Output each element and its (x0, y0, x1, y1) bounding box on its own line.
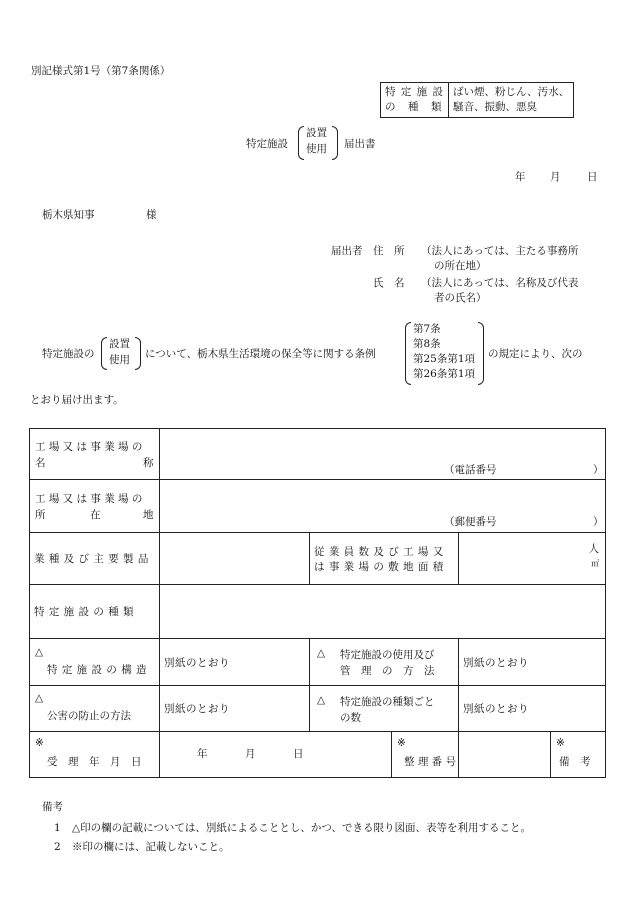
row-facility-kind (30, 585, 606, 639)
row-official-use (30, 732, 606, 778)
industry-label: 業 種 及 び 主 要 製 品 (30, 533, 160, 585)
pollution-field[interactable]: 別紙のとおり (160, 686, 310, 732)
ref-number-field[interactable] (459, 732, 551, 778)
received-date-label: ※ 受 理 年 月 日 (30, 732, 160, 778)
note-2-text: ※印の欄には、記載しないこと。 (72, 841, 230, 853)
article-7: 第7条 (413, 323, 441, 335)
row-factory-location (30, 480, 606, 533)
facility-type-value: ばい煙、粉じん、汚水、 騒音、振動、悪臭 (449, 83, 574, 118)
note-2-num: 2 (54, 841, 61, 853)
form-number: 別記様式第1号（第7条関係） (31, 65, 171, 77)
facility-type-box (380, 82, 574, 118)
postal-label: （郵便番号 (444, 516, 497, 528)
row-factory-name (30, 429, 606, 480)
title-option-install: 設置 (306, 127, 327, 139)
facility-type-label: 特 定 施 設 の 種 類 (381, 83, 449, 118)
facility-kind-field[interactable] (160, 585, 606, 639)
industry-field[interactable] (160, 533, 310, 585)
notes-heading: 備考 (42, 801, 63, 813)
application-table (29, 428, 606, 778)
row-industry (30, 533, 606, 585)
factory-name-field[interactable]: （電話番号 ） (160, 429, 606, 480)
structure-field[interactable]: 別紙のとおり (160, 639, 310, 686)
usage-field[interactable]: 別紙のとおり (459, 639, 606, 686)
note-1-text: △印の欄の記載については、別紙によることとし、かつ、できる限り図面、表等を利用すること。 (72, 822, 531, 834)
usage-label: △ 特定施設の使用及び 管 理 の 方 法 (310, 639, 459, 686)
factory-location-field[interactable]: （郵便番号 ） (160, 480, 606, 533)
article-26: 第26条第1項 (413, 368, 476, 380)
row-pollution (30, 686, 606, 732)
title-option-use: 使用 (306, 143, 327, 155)
article-25: 第25条第1項 (413, 353, 476, 365)
row-structure (30, 639, 606, 686)
article-8: 第8条 (413, 338, 441, 350)
ref-number-label: ※ 整 理 番 号 (392, 732, 459, 778)
employees-field[interactable]: 人 ㎡ (459, 533, 606, 585)
note-1-num: 1 (54, 822, 61, 834)
official-remarks: ※ 備 考 (551, 732, 606, 778)
factory-location-label: 工 場 又 は 事 業 場 の 所 在 地 (30, 480, 160, 533)
count-label: △ 特定施設の種類ごと の数 (310, 686, 459, 732)
structure-label: △ 特 定 施 設 の 構 造 (30, 639, 160, 686)
pollution-label: △ 公害の防止の方法 (30, 686, 160, 732)
count-field[interactable]: 別紙のとおり (459, 686, 606, 732)
phone-label: （電話番号 (444, 464, 497, 476)
facility-kind-label: 特 定 施 設 の 種 類 (30, 585, 160, 639)
factory-name-label: 工 場 又 は 事 業 場 の 名 称 (30, 429, 160, 480)
received-date-field[interactable]: 年 月 日 (160, 732, 392, 778)
employees-label: 従 業 員 数 及 び 工 場 又 は 事 業 場 の 敷 地 面 積 (310, 533, 459, 585)
